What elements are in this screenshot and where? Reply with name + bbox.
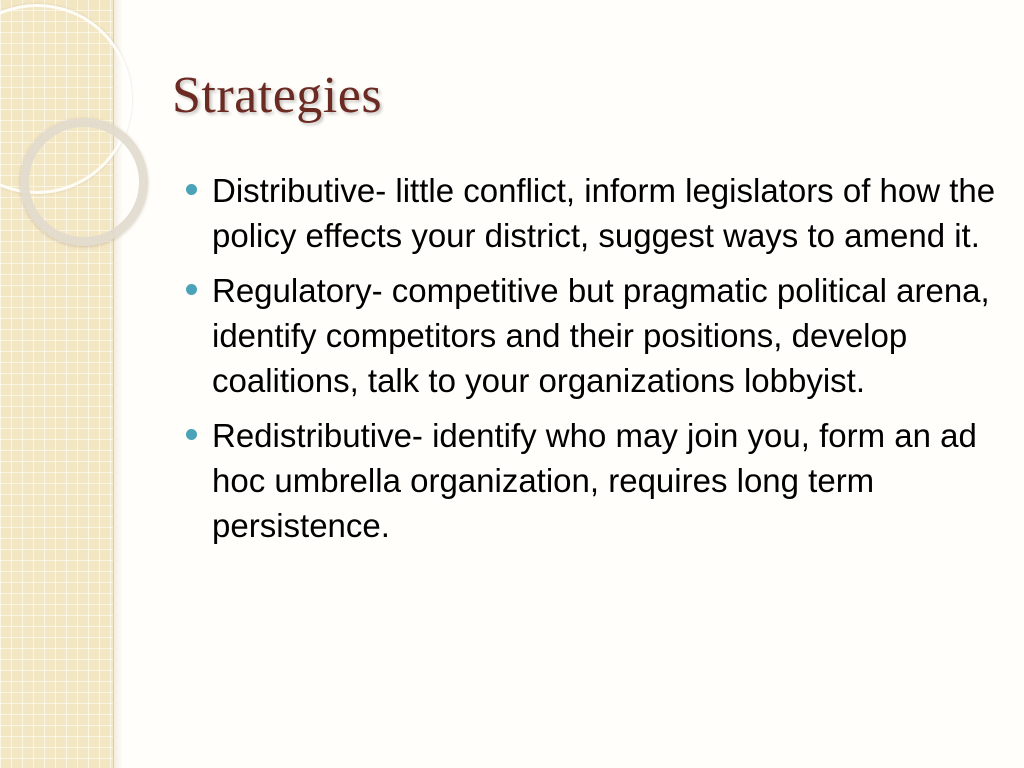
bullet-text: Regulatory- competitive but pragmatic political arena, identify competitors and their positions, develop coalitions, talk to your organizations lobbyist. (212, 272, 990, 399)
bullet-item-redistributive (186, 413, 996, 548)
bullet-dot-icon (186, 184, 197, 195)
bullet-text: Redistributive- identify who may join you, form an ad hoc umbrella organization, requires long term persistence. (212, 417, 977, 544)
bullet-list (186, 168, 996, 558)
bullet-item-regulatory (186, 268, 996, 403)
bullet-item-distributive (186, 168, 996, 258)
bullet-dot-icon (186, 284, 197, 295)
decorative-ring-small (20, 118, 148, 246)
slide-title: Strategies (172, 67, 383, 124)
bullet-text: Distributive- little conflict, inform legislators of how the policy effects your district, suggest ways to amend it. (212, 172, 996, 254)
bullet-dot-icon (186, 429, 197, 440)
